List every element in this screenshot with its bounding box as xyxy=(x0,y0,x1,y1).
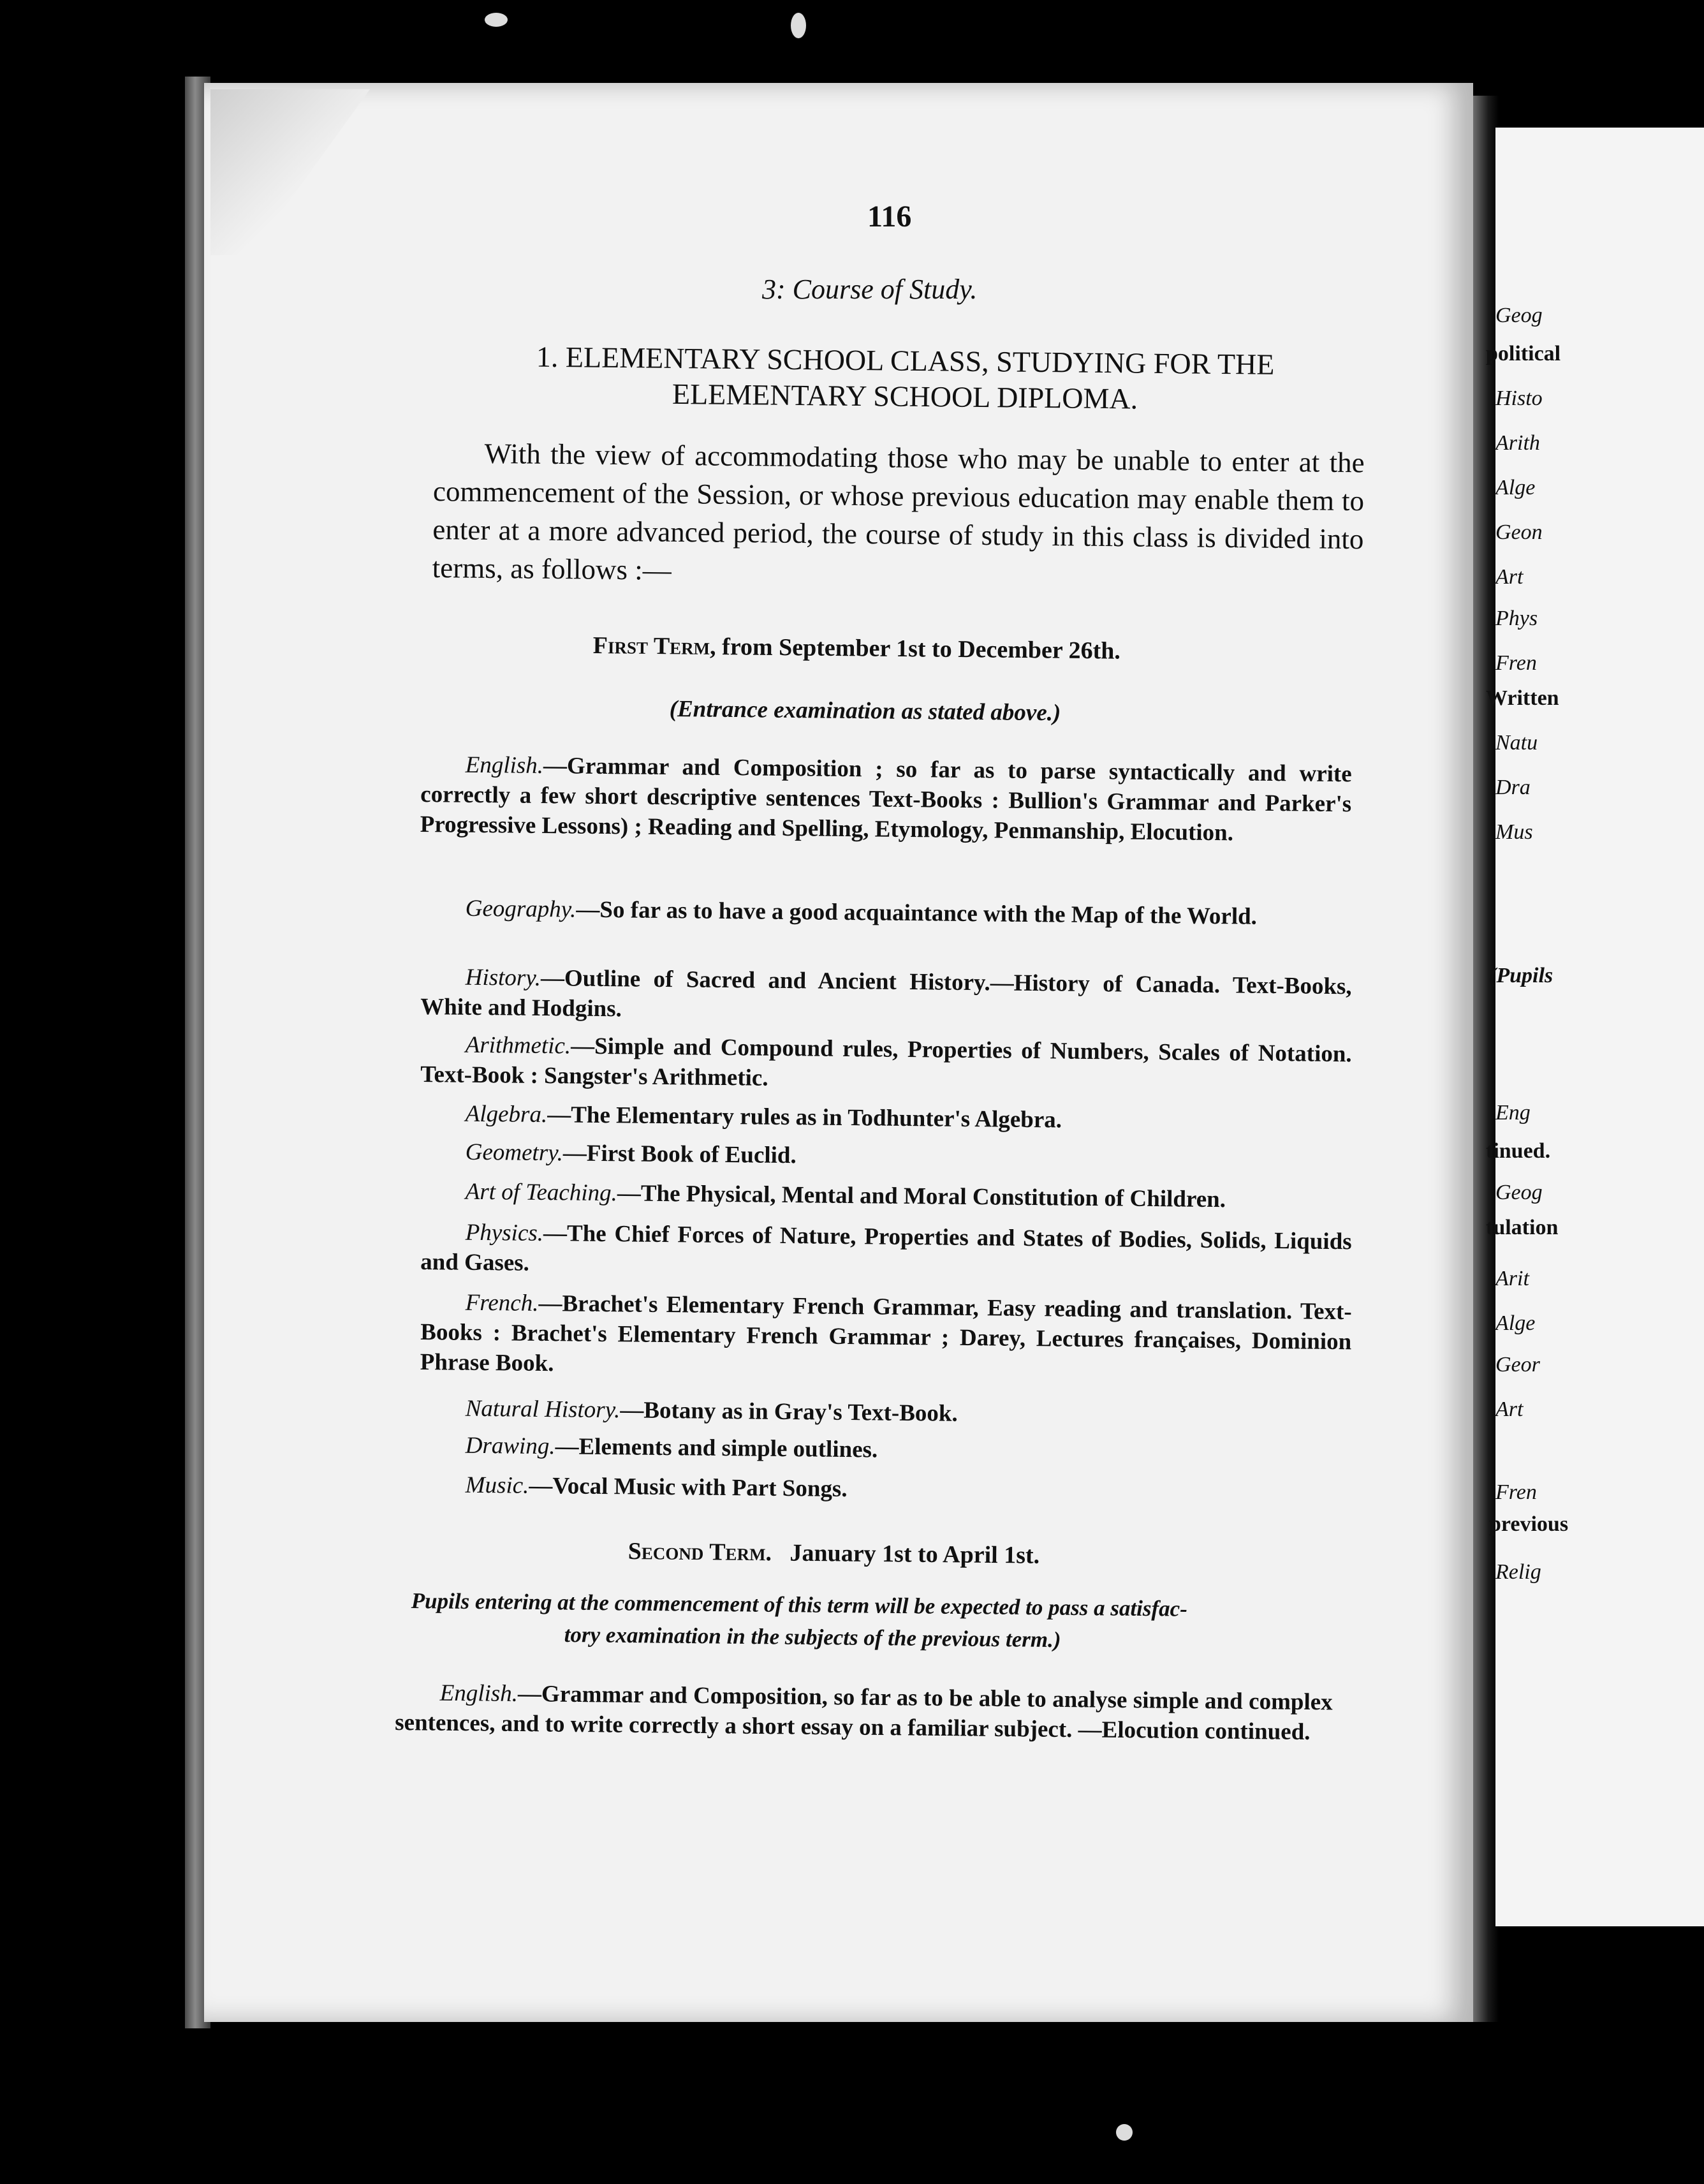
facing-line: Geon xyxy=(1495,520,1543,544)
scan-speck xyxy=(485,13,508,27)
first-term-heading xyxy=(593,631,1121,665)
subject-paragraph xyxy=(420,749,1352,849)
term-dates: January 1st to April 1st. xyxy=(790,1539,1040,1569)
subject-text: —Grammar and Composition ; so far as to parse syntactically and write correctly a few short descriptive sentences Text-Books : Bullion's Grammar and Parker's Progressive Lessons) ; Reading and Spelling, Etymology, Penmanship, Elocution. xyxy=(420,753,1352,846)
subject-paragraph xyxy=(420,962,1352,1031)
facing-page xyxy=(1486,128,1704,1926)
facing-line: Relig xyxy=(1495,1560,1541,1584)
subject-text: —Botany as in Gray's Text-Book. xyxy=(620,1397,958,1427)
facing-line: Histo xyxy=(1495,387,1543,410)
facing-line: (Pupils xyxy=(1489,964,1553,987)
scan-speck xyxy=(791,13,806,38)
facing-line: Eng xyxy=(1495,1101,1531,1125)
subject-paragraph xyxy=(420,1029,1352,1099)
subject-text: —Elements and simple outlines. xyxy=(555,1433,878,1463)
subject-name: Natural History. xyxy=(465,1395,621,1424)
class-heading xyxy=(433,338,1377,419)
subject-name: French. xyxy=(465,1289,539,1317)
subject-text: —The Elementary rules as in Todhunter's Algebra. xyxy=(547,1102,1062,1133)
subject-text: —Grammar and Composition, so far as to be able to analyse simple and complex sentences, and to write correctly a short essay on a familiar subject. —Elocution continued. xyxy=(395,1681,1333,1746)
facing-line: Written xyxy=(1486,686,1559,710)
subject-paragraph xyxy=(420,1287,1352,1387)
term-label: First Term, xyxy=(592,631,716,661)
facing-line: Art xyxy=(1495,565,1524,589)
facing-line: Fren xyxy=(1495,651,1537,675)
subject-name: English. xyxy=(439,1679,518,1708)
subject-text: —Outline of Sacred and Ancient History.—History of Canada. Text-Books, White and Hodgins. xyxy=(420,964,1352,1022)
subject-name: Physics. xyxy=(465,1219,544,1247)
subject-text: —First Book of Euclid. xyxy=(562,1140,797,1169)
facing-line: Art xyxy=(1495,1398,1524,1421)
subject-name: Geometry. xyxy=(465,1139,564,1167)
subject-text: —Simple and Compound rules, Properties of Numbers, Scales of Notation. Text-Book : Sangster's Arithmetic. xyxy=(420,1033,1352,1091)
subject-text: —So far as to have a good acquaintance with the Map of the World. xyxy=(576,896,1258,930)
facing-line: Alge xyxy=(1495,476,1536,499)
subject-name: Music. xyxy=(465,1472,529,1499)
facing-line: Arith xyxy=(1495,431,1540,455)
subject-text: —Vocal Music with Part Songs. xyxy=(529,1472,848,1503)
first-term-note: (Entrance examination as stated above.) xyxy=(669,696,1061,727)
subject-paragraph xyxy=(420,1217,1352,1287)
subject-text: —Brachet's Elementary French Grammar, Easy reading and translation. Text-Books : Brachet's Elementary French Grammar ; Darey, Lectures françaises, Dominion Phrase Book. xyxy=(420,1290,1352,1377)
term-dates: from September 1st to December 26th. xyxy=(721,633,1121,665)
subject-name: Geography. xyxy=(465,895,577,923)
term-label: Second Term. xyxy=(628,1538,772,1567)
subject-paragraph xyxy=(395,1678,1333,1747)
facing-line: tulation xyxy=(1486,1216,1559,1239)
second-term-note-line: tory examination in the subjects of the previous term.) xyxy=(564,1622,1061,1653)
facing-line: tinued. xyxy=(1486,1139,1551,1163)
facing-line: Geog xyxy=(1495,1181,1543,1204)
subject-text: —The Chief Forces of Nature, Properties and States of Bodies, Solids, Liquids and Gases. xyxy=(420,1220,1352,1276)
facing-line: political xyxy=(1486,342,1561,365)
second-term-heading xyxy=(628,1537,1040,1570)
facing-line: Geor xyxy=(1495,1353,1540,1376)
book-gutter xyxy=(1473,96,1499,2022)
facing-line: Dra xyxy=(1495,776,1531,799)
page-number: 116 xyxy=(867,200,912,233)
second-term-note-line: Pupils entering at the commencement of this term will be expected to pass a satisfac- xyxy=(411,1588,1188,1621)
subject-name: Drawing. xyxy=(465,1432,555,1460)
facing-line: Alge xyxy=(1495,1311,1536,1335)
subject-name: Algebra. xyxy=(465,1100,548,1128)
subject-name: English. xyxy=(465,751,544,779)
subject-name: Arithmetic. xyxy=(465,1031,571,1059)
class-heading-line: ELEMENTARY SCHOOL DIPLOMA. xyxy=(672,377,1138,415)
facing-line: Arit xyxy=(1495,1267,1529,1290)
facing-line: Phys xyxy=(1495,607,1538,630)
scan-speck xyxy=(1116,2124,1133,2141)
facing-line: Natu xyxy=(1495,731,1538,755)
facing-line: Fren xyxy=(1495,1480,1537,1504)
intro-paragraph: With the view of accommodating those who may be unable to enter at the commencement of the Session, or whose previous education may enable them to enter at a more advanced period, the course of study in this class is divided into terms, as follows :— xyxy=(432,437,1365,586)
facing-line: Geog xyxy=(1495,304,1543,327)
subject-name: Art of Teaching. xyxy=(465,1178,618,1207)
facing-line: Mus xyxy=(1495,820,1533,844)
section-heading: 3: Course of Study. xyxy=(762,274,978,305)
subject-name: History. xyxy=(465,964,541,991)
facing-line: previous xyxy=(1489,1512,1569,1536)
class-heading-line: 1. ELEMENTARY SCHOOL CLASS, STUDYING FOR THE xyxy=(536,340,1275,381)
subject-text: —The Physical, Mental and Moral Constitution of Children. xyxy=(617,1180,1226,1213)
